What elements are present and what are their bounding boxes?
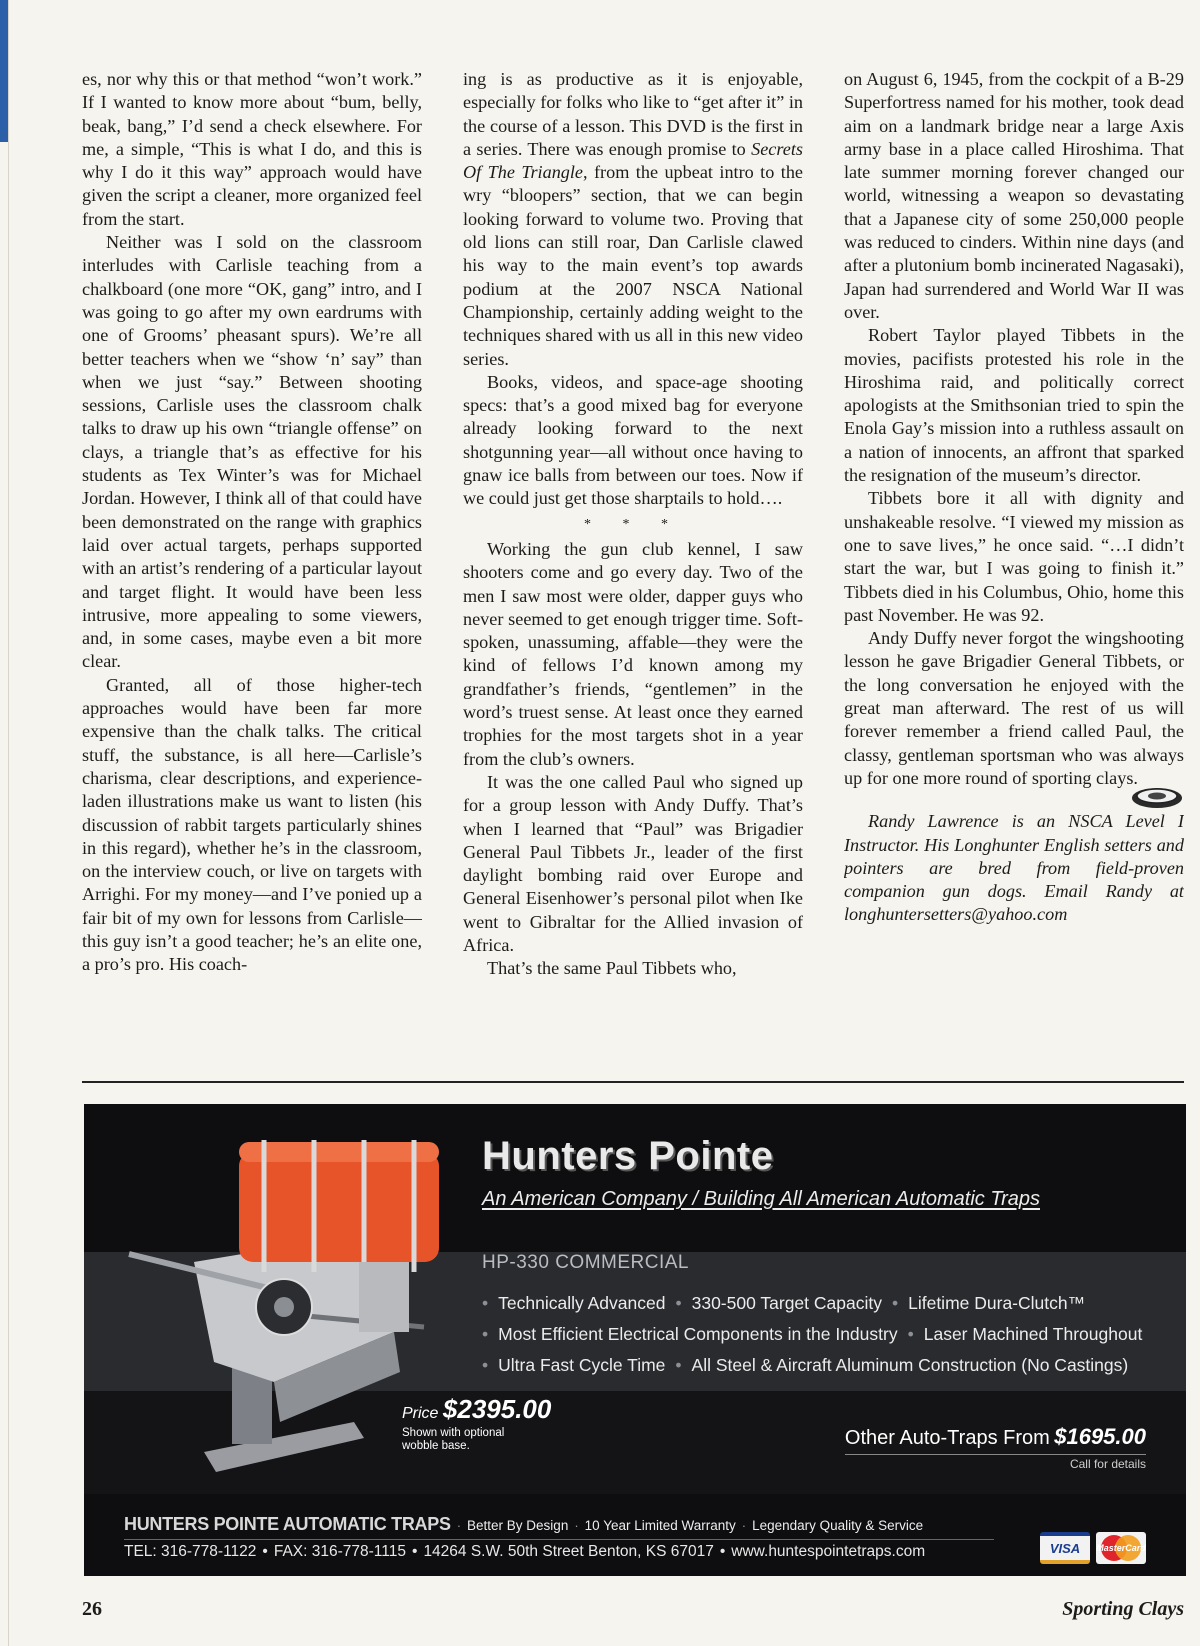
paragraph: Andy Duffy never forgot the wingshooting lesson he gave Brigadier General Tibbets, or the long conversation he enjoyed with the great man afterward. The rest of us will forever remember a friend called Paul, the classy, gentleman sportsman who was always up for one more round of sporting clays. (844, 628, 1184, 788)
article-column-1 (82, 68, 422, 1072)
footer-item: 10 Year Limited Warranty (584, 1518, 736, 1533)
ad-model-name: HP-330 COMMERCIAL (482, 1252, 689, 1273)
paragraph: Granted, all of those higher-tech approaches would have been far more expensive than the chalk talks. The critical stuff, the substance, is all here—Carlisle’s charisma, clear descriptions, and experience-laden illustrations make us want to listen (his discussion of rabbit targets particularly shines in this regard), whether he’s in the classroom, on the interview couch, or live on targets with Arrighi. For my money—and I’ve ponied up a fair bit of my own for lessons from Carlisle—this guy isn’t a good teacher; he’s an elite one, a pro’s pro. His coach- (82, 674, 422, 975)
footer-brand: HUNTERS POINTE AUTOMATIC TRAPS (124, 1514, 451, 1534)
separator-dot: · (574, 1518, 579, 1533)
article-column-3 (844, 68, 1184, 1072)
paragraph: es, nor why this or that method “won’t work.” If I wanted to know more about “bum, belly, beak, bang,” I’d send a check elsewhere. For me, a simple, “This is what I do, and this is why I do it this way” approach would have given the script a cleaner, more organized feel from the start. (82, 69, 422, 229)
feature-item: Ultra Fast Cycle Time (498, 1355, 666, 1375)
mastercard-label: MasterCard (1096, 1543, 1146, 1553)
ad-brand-title: Hunters Pointe (482, 1134, 774, 1178)
author-bio: Randy Lawrence is an NSCA Level I Instructor. His Longhunter English setters and pointers are bred from field-proven companion gun dogs. Email Randy at longhuntersetters@yahoo.com (844, 811, 1184, 925)
feature-item: 330-500 Target Capacity (691, 1293, 882, 1313)
section-separator: * * * (584, 516, 682, 532)
bullet-icon: • (675, 1293, 682, 1313)
section-rule (82, 1081, 1184, 1083)
fax-number: FAX: 316-778-1115 (273, 1543, 406, 1560)
website-url: www.huntespointetraps.com (731, 1543, 926, 1560)
bullet-icon: • (482, 1293, 489, 1313)
ad-price-block (402, 1394, 551, 1453)
hunters-pointe-advertisement (84, 1104, 1186, 1576)
ad-tagline: An American Company / Building All American Automatic Traps (482, 1188, 1040, 1210)
bullet-icon: • (675, 1355, 682, 1375)
magazine-name: Sporting Clays (1062, 1598, 1184, 1620)
ad-other-traps (845, 1424, 1146, 1471)
page-edge (8, 0, 9, 1646)
ad-contact-line (124, 1539, 994, 1561)
paragraph: That’s the same Paul Tibbets who, (487, 958, 737, 979)
bullet-icon: • (482, 1324, 489, 1344)
separator-dot: • (412, 1543, 418, 1560)
price-note: Shown with optional wobble base. (402, 1427, 505, 1452)
article-columns (82, 68, 1184, 1072)
separator-dot: • (262, 1543, 268, 1560)
feature-item: Technically Advanced (498, 1293, 666, 1313)
ad-footer (124, 1514, 1024, 1561)
visa-card-icon: VISA (1040, 1532, 1090, 1564)
feature-item: Laser Machined Throughout (923, 1324, 1143, 1344)
bullet-icon: • (482, 1355, 489, 1375)
page-number: 26 (82, 1598, 102, 1620)
street-address: 14264 S.W. 50th Street Benton, KS 67017 (423, 1543, 714, 1560)
footer-item: Better By Design (467, 1518, 569, 1533)
phone-number: TEL: 316-778-1122 (124, 1543, 257, 1560)
ad-feature-list (482, 1288, 1172, 1381)
clay-target-end-icon (1130, 784, 1184, 810)
feature-item: Lifetime Dura-Clutch™ (908, 1293, 1086, 1313)
paragraph: Neither was I sold on the classroom interludes with Carlisle teaching from a chalkboard (one more “OK, gang” intro, and I was going to go after my own eardrums with one of Grooms’ pheasant spurs). We’re all better teachers when we “show ‘n’ say” than when we just “say.” Between shooting sessions, Carlisle uses the classroom chalk talks to draw up his own “triangle offense” on clays, a triangle that’s as effective for his students as Tex Winter’s was for Michael Jordan. However, I think all of that could have been demonstrated on the range with graphics laid over actual targets, perhaps supported with an artist’s rendering of a particular layout and target flight. It would have been less intrusive, more appealing to some viewers, and, in some cases, maybe even a bit more clear. (82, 232, 422, 672)
other-traps-text: Other Auto-Traps From (844, 1427, 1050, 1449)
separator-dot: • (719, 1543, 726, 1560)
call-for-details: Call for details (845, 1454, 1146, 1471)
page-spine-accent (0, 0, 8, 142)
paragraph: Robert Taylor played Tibbets in the movies, pacifists protested his role in the Hiroshima raid, and politically correct apologists at the Smithsonian tried to spin the Enola Gay’s mission into a ruthless assault on a nation of innocents, an affront that sparked the resignation of the museum’s director. (844, 325, 1184, 486)
bullet-icon: • (891, 1293, 899, 1313)
paragraph: Tibbets bore it all with dignity and unshakeable resolve. “I viewed my mission as one to save lives,” he once said. “…I didn’t start the war, but I was going to finish it.” Tibbets died in his Columbus, Ohio, home this past November. He was 92. (844, 488, 1184, 625)
dvd-title: Secrets Of The Triangle (463, 138, 803, 183)
paragraph-text: , from the upbeat intro to the wry “bloopers” section, that we can begin looking forward to volume two. Proving that old lions can still roar, Dan Carlisle clawed his way to the main event’s top awards podium at the 2007 NSCA National Championship, certainly adding weight to the techniques shared with us all in this new video series. (463, 162, 803, 369)
feature-row (482, 1319, 1172, 1350)
price-label: Price (402, 1405, 439, 1422)
footer-item: Legendary Quality & Service (752, 1518, 924, 1533)
ad-footer-brandline (124, 1514, 1024, 1535)
feature-item: Most Efficient Electrical Components in the Industry (498, 1324, 898, 1344)
feature-row (482, 1288, 1172, 1319)
paragraph-text: ing is as productive as it is enjoyable, especially for folks who like to “get after it” in the course of a lesson. This DVD is the first in a series. There was enough promise to (463, 69, 803, 159)
separator-dot: · (456, 1518, 462, 1533)
article-column-2 (463, 68, 803, 1072)
feature-item: All Steel & Aircraft Aluminum Construction (No Castings) (691, 1355, 1129, 1375)
payment-cards (1040, 1532, 1146, 1564)
bullet-icon: • (907, 1324, 914, 1344)
other-traps-price: $1695.00 (1054, 1424, 1146, 1449)
price-value: $2395.00 (442, 1394, 552, 1424)
mastercard-card-icon (1096, 1532, 1146, 1564)
separator-dot: · (741, 1518, 747, 1533)
paragraph: It was the one called Paul who signed up for a group lesson with Andy Duffy. That’s when I learned that “Paul” was Brigadier General Paul Tibbets Jr., leader of the first daylight bombing raid over Europe and General Eisenhower’s personal pilot when Ike went to Gibraltar for the Allied invasion of Africa. (463, 771, 803, 955)
paragraph: Books, videos, and space-age shooting specs: that’s a good mixed bag for everyone already looking forward to the next shotgunning year—all without once having to gnaw ice balls from between our toes. Now if we could just get those sharptails to hold…. (463, 371, 803, 509)
feature-row (482, 1350, 1172, 1381)
paragraph (463, 68, 803, 371)
paragraph: Working the gun club kennel, I saw shooters come and go every day. Two of the men I saw most were older, dapper guys who never seemed to get enough trigger time. Soft-spoken, unassuming, affable—they were the kind of fellows I’d known among my grandfather’s friends, “gentlemen” in the word’s truest sense. At least once they earned trophies for the most targets shot in a year from the club’s owners. (463, 538, 803, 769)
paragraph: on August 6, 1945, from the cockpit of a B-29 Superfortress named for his mother, took dead aim on a landmark bridge near a large Axis army base in a place called Hiroshima. That late summer morning forever changed our world, witnessing a weapon so devastating that a Japanese city of some 250,000 people was reduced to cinders. Within nine days (and after a plutonium bomb incinerated Nagasaki), Japan had surrendered and World War II was over. (844, 69, 1184, 322)
